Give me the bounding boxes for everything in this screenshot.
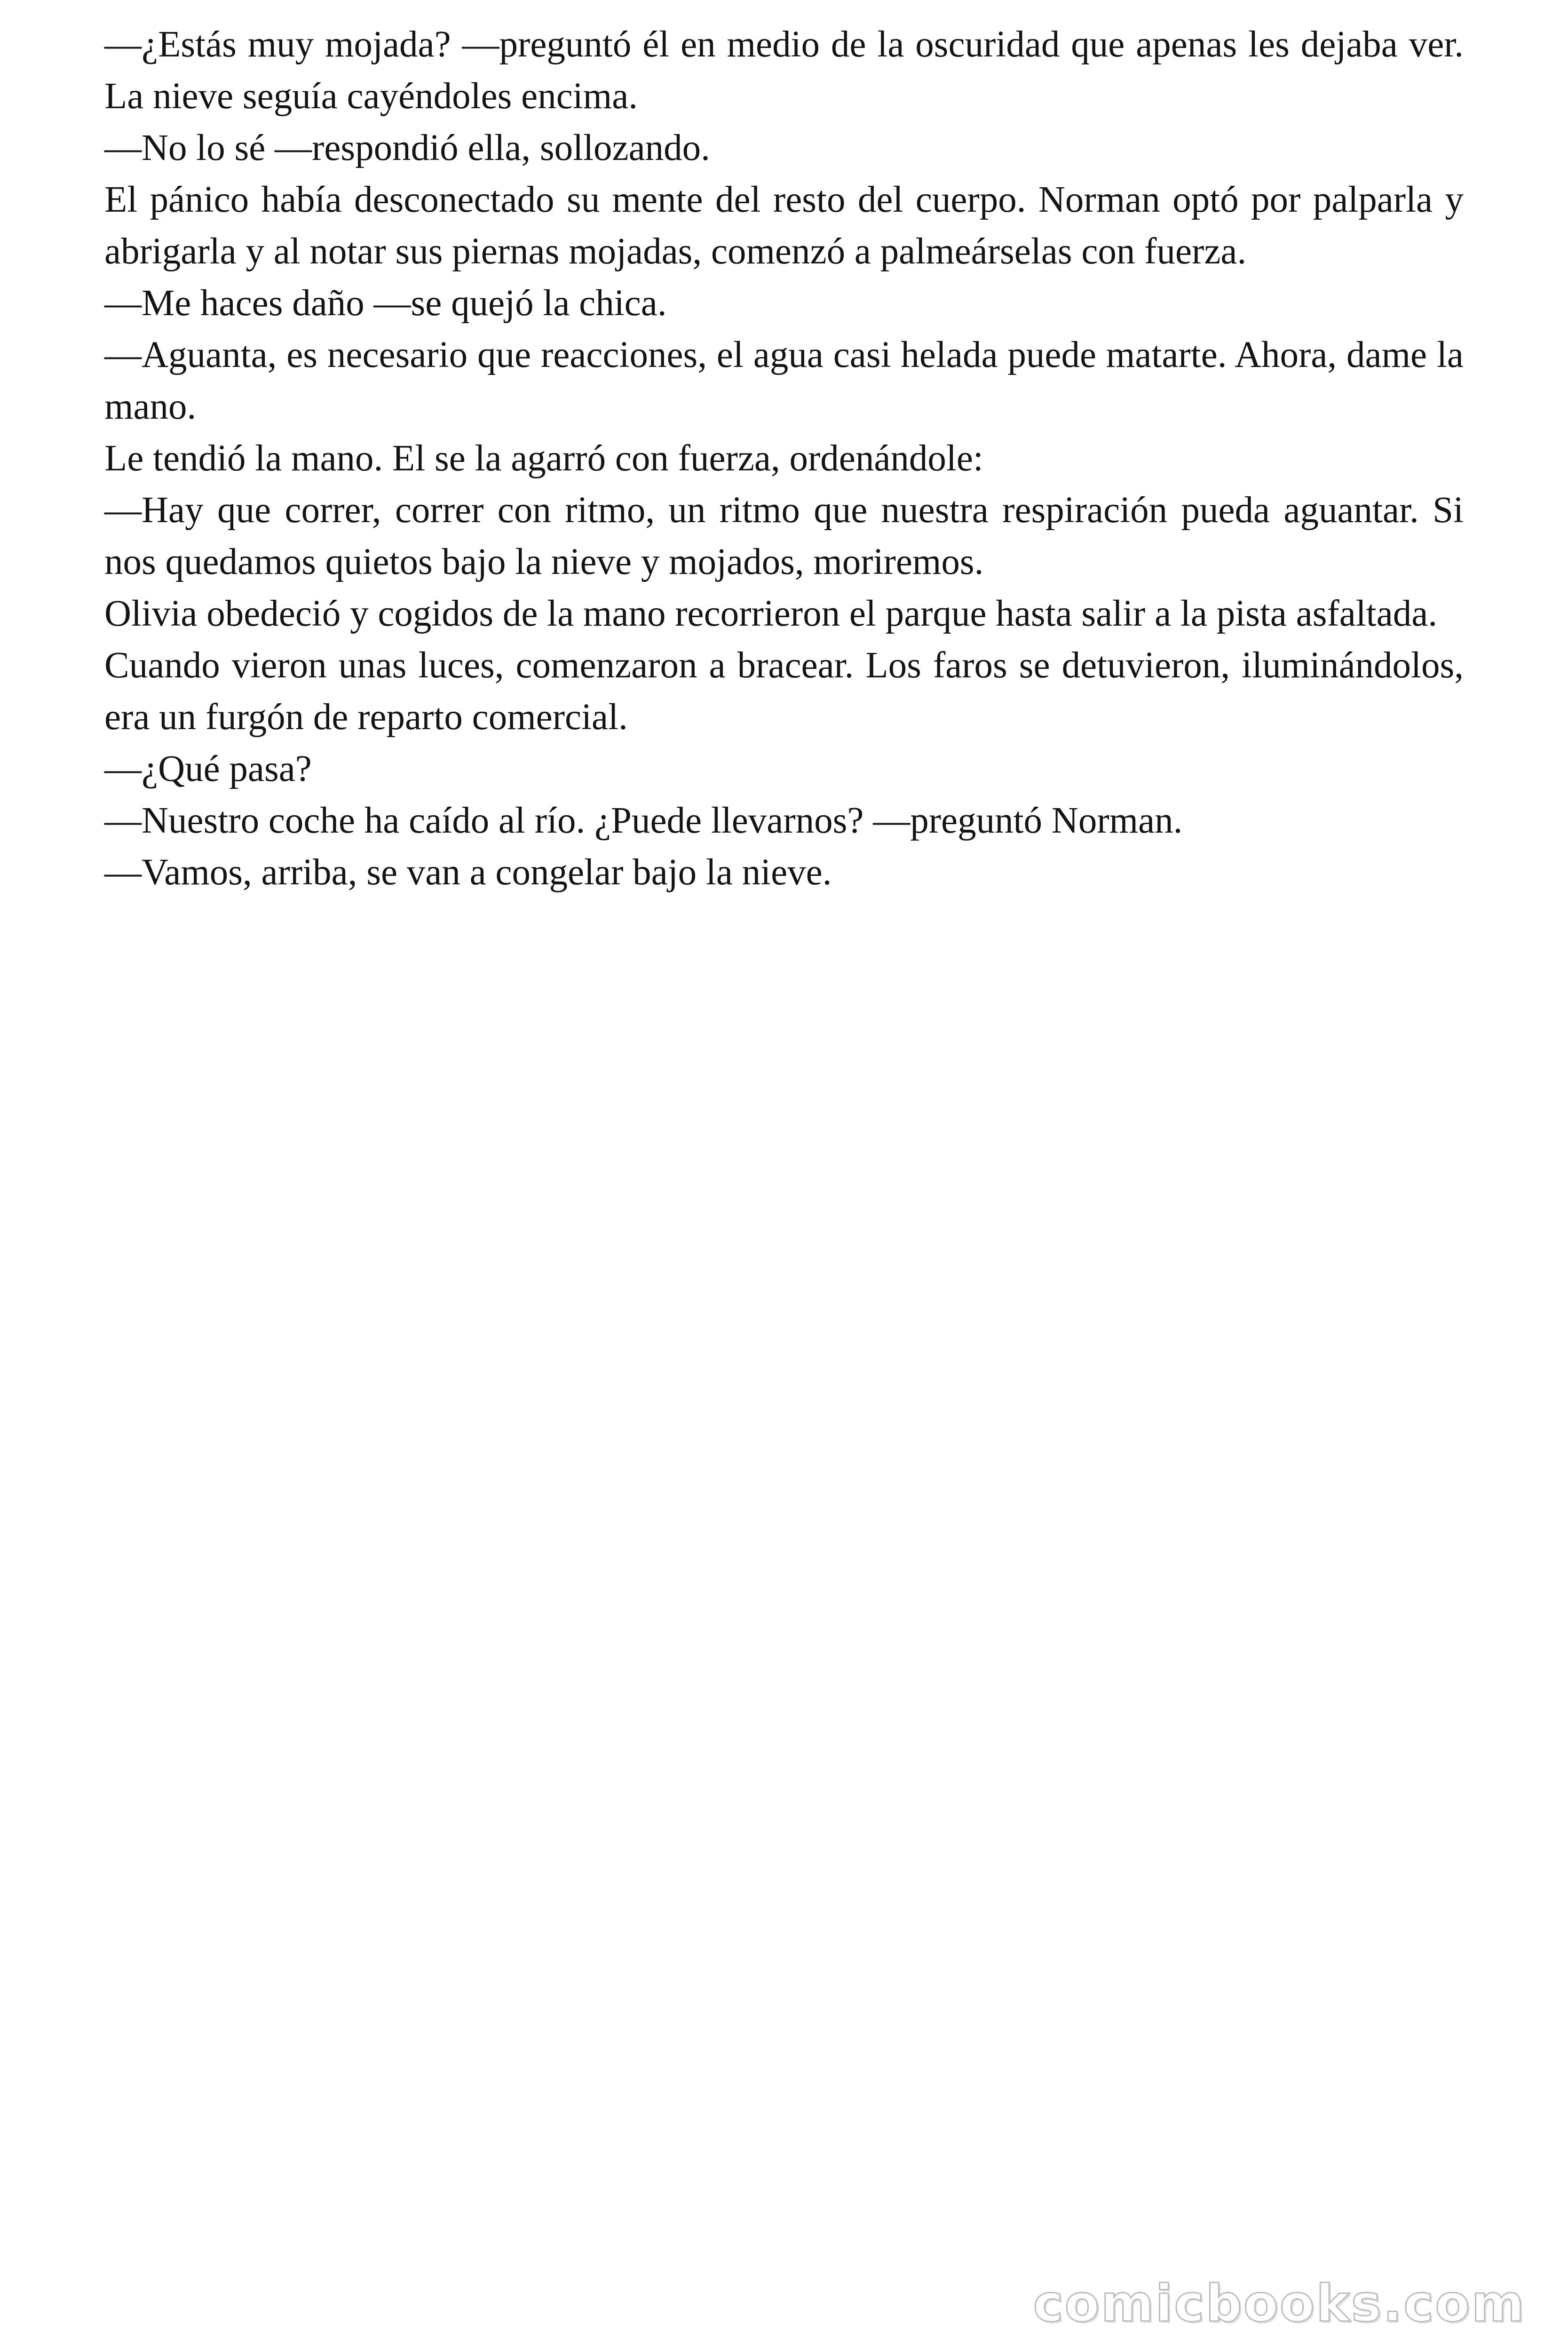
paragraph: —No lo sé —respondió ella, sollozando.	[104, 127, 710, 168]
paragraph: —Nuestro coche ha caído al río. ¿Puede llevarnos? —preguntó Norman.	[104, 800, 1183, 841]
paragraph: El pánico había desconectado su mente del resto del cuerpo. Norman optó por palparla y abrigarla y al notar sus piernas mojadas, comenzó a palmeárselas con fuerza.	[104, 179, 1464, 272]
paragraph: —Vamos, arriba, se van a congelar bajo la nieve.	[104, 852, 832, 893]
paragraph: Le tendió la mano. El se la agarró con fuerza, ordenándole:	[104, 438, 983, 479]
paragraph: Olivia obedeció y cogidos de la mano recorrieron el parque hasta salir a la pista asfaltada.	[104, 593, 1438, 634]
paragraph: —Me haces daño —se quejó la chica.	[104, 283, 667, 324]
watermark: comicbooks.com	[1033, 2274, 1526, 2333]
body-text	[104, 19, 1464, 898]
paragraph: —¿Qué pasa?	[104, 748, 312, 789]
paragraph: —Aguanta, es necesario que reacciones, el agua casi helada puede matarte. Ahora, dame la mano.	[104, 334, 1464, 427]
paragraph: —¿Estás muy mojada? —preguntó él en medio de la oscuridad que apenas les dejaba ver. La nieve seguía cayéndoles encima.	[104, 24, 1464, 117]
paragraph: —Hay que correr, correr con ritmo, un ritmo que nuestra respiración pueda aguantar. Si nos quedamos quietos bajo la nieve y mojados, moriremos.	[104, 490, 1464, 582]
paragraph: Cuando vieron unas luces, comenzaron a bracear. Los faros se detuvieron, iluminándolos, era un furgón de reparto comercial.	[104, 645, 1464, 738]
